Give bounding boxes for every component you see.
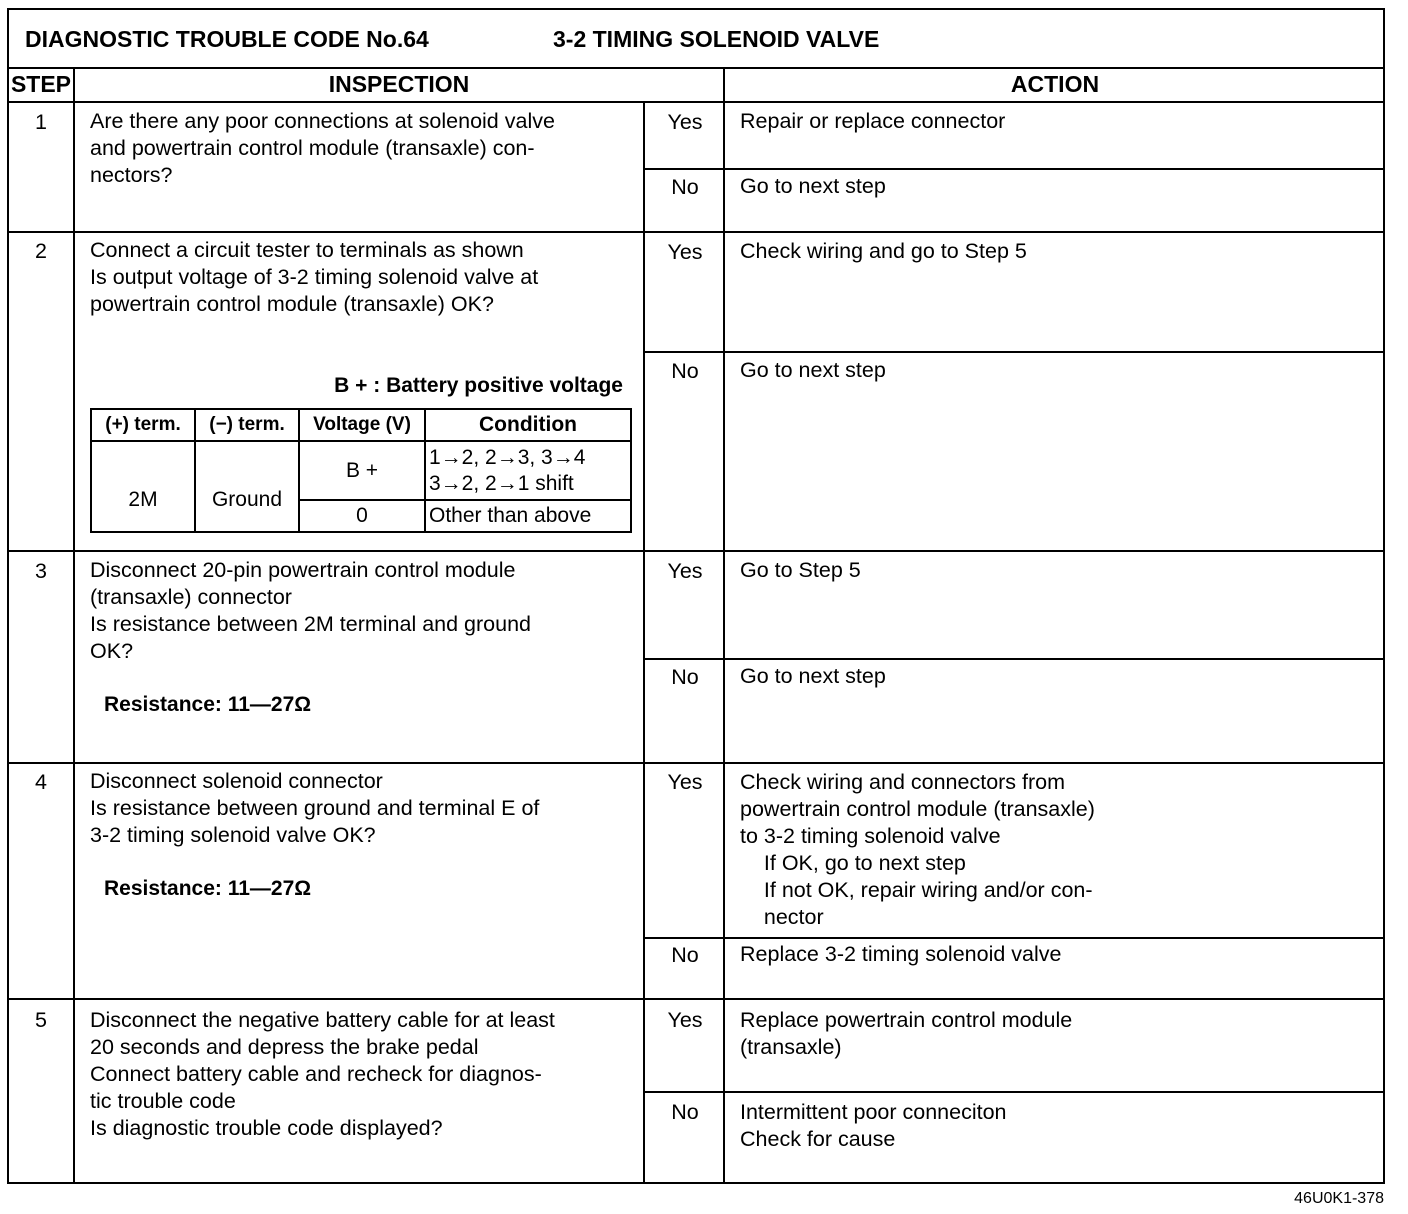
inspection-text: Connect a circuit tester to terminals as shown Is output voltage of 3-2 timing solenoid valve at powertrain control module (transaxle) OK? [90, 238, 539, 316]
divider [73, 67, 75, 1184]
no-action: Go to next step [740, 174, 886, 198]
yes-label: Yes [667, 1008, 703, 1032]
minus-term-value: Ground [195, 441, 299, 532]
step-number: 1 [35, 110, 47, 134]
no-label: No [671, 175, 699, 199]
answer-separator [643, 351, 1383, 353]
voltage-header: Voltage (V) [299, 409, 425, 441]
figure-id: 46U0K1-378 [1294, 1190, 1384, 1207]
trouble-code-label: DIAGNOSTIC TROUBLE CODE No.64 [25, 26, 429, 52]
inspection-text: Disconnect 20-pin powertrain control module (transaxle) connector Is resistance between 2M terminal and ground OK? [90, 558, 531, 663]
step-number: 2 [35, 239, 47, 263]
answer-separator [643, 658, 1383, 660]
no-action: Replace 3-2 timing solenoid valve [740, 942, 1062, 966]
answer-separator [643, 1091, 1383, 1093]
minus-term-header: (−) term. [195, 409, 299, 441]
resistance-spec: Resistance: 11—27Ω [104, 693, 312, 716]
voltage-value: 0 [299, 500, 425, 532]
no-action: Intermittent poor conneciton Check for cause [740, 1100, 1007, 1151]
no-label: No [671, 943, 699, 967]
voltage-note: B + : Battery positive voltage [334, 374, 623, 397]
yes-label: Yes [667, 240, 703, 264]
table-header [9, 10, 1383, 69]
step-number: 5 [35, 1008, 47, 1032]
step-separator [9, 550, 1383, 552]
voltage-value: B + [299, 441, 425, 500]
yes-action: Replace powertrain control module (transaxle) [740, 1008, 1073, 1059]
answer-separator [643, 168, 1383, 170]
step-separator [9, 231, 1383, 233]
yes-label: Yes [667, 110, 703, 134]
plus-term-value: 2M [91, 441, 195, 532]
component-title: 3-2 TIMING SOLENOID VALVE [553, 26, 880, 52]
plus-term-header: (+) term. [91, 409, 195, 441]
action-column-header: ACTION [725, 67, 1385, 103]
yes-action: Check wiring and connectors from powertrain control module (transaxle) to 3-2 timing solenoid valve If OK, go to next step If not OK, repair wiring and/or con- nector [740, 770, 1095, 929]
no-action: Go to next step [740, 358, 886, 382]
no-label: No [671, 665, 699, 689]
step-column-header: STEP [9, 67, 73, 103]
no-label: No [671, 1100, 699, 1124]
yes-label: Yes [667, 559, 703, 583]
step-number: 4 [35, 770, 47, 794]
diagnostic-table [7, 8, 1385, 1184]
yes-action: Check wiring and go to Step 5 [740, 239, 1027, 263]
condition-value: Other than above [425, 500, 631, 532]
condition-header: Condition [425, 409, 631, 441]
resistance-spec: Resistance: 11—27Ω [104, 877, 312, 900]
step-number: 3 [35, 559, 47, 583]
step-separator [9, 998, 1383, 1000]
no-label: No [671, 359, 699, 383]
answer-separator [643, 937, 1383, 939]
yes-action: Go to Step 5 [740, 558, 861, 582]
inspection-column-header: INSPECTION [75, 67, 723, 103]
step-separator [9, 762, 1383, 764]
inspection-text: Disconnect solenoid connector Is resistance between ground and terminal E of 3-2 timing solenoid valve OK? [90, 769, 540, 847]
yes-action: Repair or replace connector [740, 109, 1006, 133]
inspection-text: Are there any poor connections at solenoid valve and powertrain control module (transaxle) con- nectors? [90, 109, 555, 187]
voltage-table [90, 408, 632, 533]
no-action: Go to next step [740, 664, 886, 688]
yes-label: Yes [667, 770, 703, 794]
inspection-text: Disconnect the negative battery cable for at least 20 seconds and depress the brake pedal Connect battery cable and recheck for diagnos- tic trouble code Is diagnostic trouble code displayed? [90, 1008, 555, 1140]
condition-value: 1→2, 2→3, 3→4 3→2, 2→1 shift [425, 441, 631, 500]
